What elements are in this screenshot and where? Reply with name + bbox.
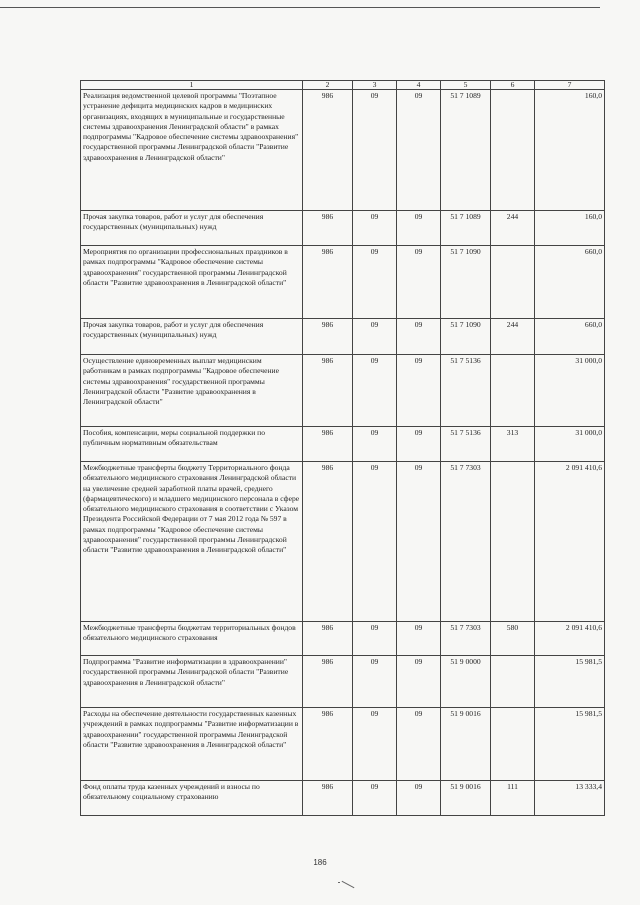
column-header-2: 2 (303, 81, 353, 90)
table-row (81, 355, 605, 427)
cell-expense-type: 244 (491, 211, 535, 246)
cell-subsection: 09 (397, 427, 441, 462)
scan-artifact-mark (342, 881, 355, 888)
cell-subsection: 09 (397, 319, 441, 355)
cell-amount: 2 091 410,6 (535, 622, 605, 656)
cell-section: 09 (353, 781, 397, 816)
cell-ministry-code: 986 (303, 319, 353, 355)
table-row (81, 246, 605, 319)
cell-expense-type (491, 355, 535, 427)
row-description: Мероприятия по организации профессиональных праздников в рамках подпрограммы "Кадровое обеспечение системы здравоохранения" государственной программы Ленинградской области "Развитие здравоохранения в Ленинградской области" (81, 246, 303, 319)
budget-table (80, 80, 605, 816)
table-row (81, 462, 605, 622)
table-row (81, 708, 605, 781)
budget-table-container (80, 80, 604, 816)
column-header-3: 3 (353, 81, 397, 90)
cell-expense-type (491, 90, 535, 211)
cell-expense-type (491, 656, 535, 708)
cell-target-article: 51 7 5136 (441, 427, 491, 462)
cell-target-article: 51 7 1090 (441, 319, 491, 355)
top-border-line (0, 7, 600, 8)
cell-ministry-code: 986 (303, 355, 353, 427)
table-row (81, 656, 605, 708)
cell-amount: 15 981,5 (535, 708, 605, 781)
cell-target-article: 51 7 1090 (441, 246, 491, 319)
cell-section: 09 (353, 90, 397, 211)
cell-ministry-code: 986 (303, 462, 353, 622)
cell-target-article: 51 7 1089 (441, 211, 491, 246)
cell-section: 09 (353, 708, 397, 781)
row-description: Подпрограмма "Развитие информатизации в здравоохранении" государственной программы Ленинградской области "Развитие здравоохранения в Ленинградской области" (81, 656, 303, 708)
cell-expense-type (491, 246, 535, 319)
column-header-4: 4 (397, 81, 441, 90)
cell-section: 09 (353, 427, 397, 462)
cell-amount: 660,0 (535, 319, 605, 355)
cell-amount: 160,0 (535, 211, 605, 246)
cell-section: 09 (353, 656, 397, 708)
cell-section: 09 (353, 246, 397, 319)
cell-subsection: 09 (397, 246, 441, 319)
page-number: 186 (313, 858, 327, 867)
cell-expense-type (491, 708, 535, 781)
cell-amount: 660,0 (535, 246, 605, 319)
table-row (81, 622, 605, 656)
row-description: Прочая закупка товаров, работ и услуг для обеспечения государственных (муниципальных) нужд (81, 211, 303, 246)
table-row (81, 211, 605, 246)
cell-target-article: 51 9 0016 (441, 708, 491, 781)
table-row (81, 90, 605, 211)
row-description: Межбюджетные трансферты бюджету Территориального фонда обязательного медицинского страхования Ленинградской области на увеличение средней заработной платы врачей, среднего (фармацевтического) и младшего медицинского персонала в сфере обязательного медицинского страхования в соответствии с Указом Президента Российской Федерации от 7 мая 2012 года № 597 в рамках подпрограммы "Кадровое обеспечение системы здравоохранения" государственной программы Ленинградской области "Развитие здравоохранения в Ленинградской области" (81, 462, 303, 622)
cell-section: 09 (353, 319, 397, 355)
row-description: Расходы на обеспечение деятельности государственных казенных учреждений в рамках подпрограммы "Развитие информатизации в здравоохранении" государственной программы Ленинградской области "Развитие здравоохранения в Ленинградской области" (81, 708, 303, 781)
cell-amount: 13 333,4 (535, 781, 605, 816)
cell-subsection: 09 (397, 708, 441, 781)
column-header-1: 1 (81, 81, 303, 90)
cell-subsection: 09 (397, 622, 441, 656)
column-header-7: 7 (535, 81, 605, 90)
cell-expense-type: 244 (491, 319, 535, 355)
cell-subsection: 09 (397, 355, 441, 427)
cell-amount: 15 981,5 (535, 656, 605, 708)
cell-amount: 31 000,0 (535, 427, 605, 462)
cell-subsection: 09 (397, 90, 441, 211)
cell-subsection: 09 (397, 656, 441, 708)
cell-ministry-code: 986 (303, 622, 353, 656)
table-row (81, 319, 605, 355)
row-description: Осуществление единовременных выплат медицинским работникам в рамках подпрограммы "Кадровое обеспечение системы здравоохранения" государственной программы Ленинградской области "Развитие здравоохранения в Ленинградской области" (81, 355, 303, 427)
cell-amount: 160,0 (535, 90, 605, 211)
cell-subsection: 09 (397, 781, 441, 816)
cell-ministry-code: 986 (303, 211, 353, 246)
cell-section: 09 (353, 622, 397, 656)
cell-ministry-code: 986 (303, 708, 353, 781)
cell-ministry-code: 986 (303, 781, 353, 816)
cell-expense-type: 580 (491, 622, 535, 656)
scan-artifact-mark (338, 882, 340, 883)
cell-section: 09 (353, 211, 397, 246)
cell-expense-type: 111 (491, 781, 535, 816)
cell-target-article: 51 7 5136 (441, 355, 491, 427)
cell-section: 09 (353, 355, 397, 427)
cell-expense-type: 313 (491, 427, 535, 462)
cell-subsection: 09 (397, 462, 441, 622)
cell-expense-type (491, 462, 535, 622)
row-description: Реализация ведомственной целевой программы "Поэтапное устранение дефицита медицинских кадров в медицинских организациях, входящих в муниципальные и государственные системы здравоохранения Ленинградской области" в рамках подпрограммы "Кадровое обеспечение системы здравоохранения" государственной программы Ленинградской области "Развитие здравоохранения в Ленинградской области" (81, 90, 303, 211)
row-description: Прочая закупка товаров, работ и услуг для обеспечения государственных (муниципальных) нужд (81, 319, 303, 355)
table-row (81, 427, 605, 462)
cell-ministry-code: 986 (303, 246, 353, 319)
column-header-5: 5 (441, 81, 491, 90)
column-header-6: 6 (491, 81, 535, 90)
row-description: Межбюджетные трансферты бюджетам территориальных фондов обязательного медицинского страхования (81, 622, 303, 656)
cell-section: 09 (353, 462, 397, 622)
cell-ministry-code: 986 (303, 427, 353, 462)
cell-target-article: 51 7 7303 (441, 622, 491, 656)
table-row (81, 781, 605, 816)
cell-target-article: 51 7 7303 (441, 462, 491, 622)
header-row (81, 81, 605, 90)
cell-target-article: 51 9 0000 (441, 656, 491, 708)
row-description: Фонд оплаты труда казенных учреждений и взносы по обязательному социальному страхованию (81, 781, 303, 816)
cell-ministry-code: 986 (303, 656, 353, 708)
row-description: Пособия, компенсации, меры социальной поддержки по публичным нормативным обязательствам (81, 427, 303, 462)
cell-amount: 2 091 410,6 (535, 462, 605, 622)
cell-subsection: 09 (397, 211, 441, 246)
cell-amount: 31 000,0 (535, 355, 605, 427)
cell-target-article: 51 7 1089 (441, 90, 491, 211)
cell-ministry-code: 986 (303, 90, 353, 211)
cell-target-article: 51 9 0016 (441, 781, 491, 816)
